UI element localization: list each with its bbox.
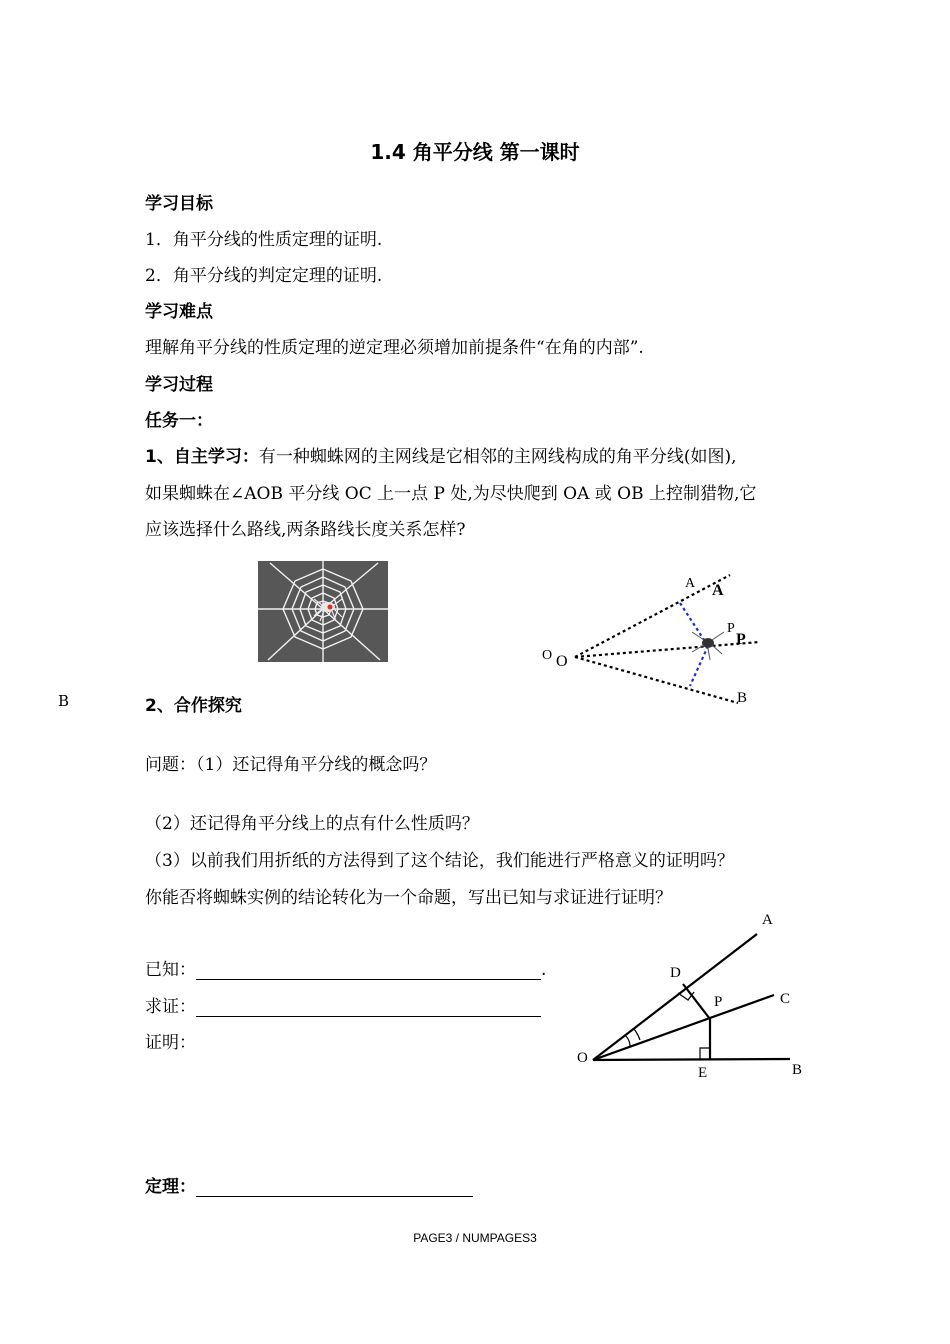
fig2-label-a: A bbox=[762, 912, 773, 928]
label-a-bold: A bbox=[712, 582, 724, 599]
self-study-label: 1、自主学习： bbox=[145, 447, 259, 467]
theorem-blank[interactable] bbox=[196, 1178, 473, 1197]
page-footer: PAGE3 / NUMPAGES3 bbox=[413, 1231, 537, 1245]
fig2-label-d: D bbox=[670, 965, 681, 981]
goal-item-2: 2．角平分线的判定定理的证明. bbox=[145, 266, 383, 286]
prove-label: 求证： bbox=[145, 997, 196, 1017]
fig2-label-o: O bbox=[577, 1050, 588, 1066]
fig2-label-p: P bbox=[714, 994, 723, 1010]
question-3: （3）以前我们用折纸的方法得到了这个结论，我们能进行严格意义的证明吗？ bbox=[145, 851, 734, 871]
given-blank[interactable] bbox=[196, 961, 541, 980]
self-study-line-2: 如果蜘蛛在∠AOB 平分线 OC 上一点 P 处,为尽快爬到 OA 或 OB 上控制猎物,它 bbox=[145, 484, 757, 504]
given-row bbox=[145, 955, 546, 980]
goal-item-1: 1．角平分线的性质定理的证明. bbox=[145, 230, 383, 250]
coop-heading: 2、合作探究 bbox=[145, 696, 242, 716]
label-a-small: A bbox=[685, 576, 696, 591]
label-b: B bbox=[737, 690, 748, 706]
label-o-big: O bbox=[556, 653, 568, 670]
task-heading: 任务一： bbox=[145, 411, 213, 431]
stray-label-b: B bbox=[58, 692, 70, 710]
self-study-line-3: 应该选择什么路线,两条路线长度关系怎样? bbox=[145, 520, 466, 540]
question-1: 问题：（1）还记得角平分线的概念吗？ bbox=[145, 755, 437, 775]
fig2-label-b: B bbox=[792, 1062, 803, 1078]
fig2-label-c: C bbox=[780, 991, 791, 1007]
process-heading: 学习过程 bbox=[145, 375, 213, 395]
proof-label: 证明： bbox=[145, 1033, 196, 1053]
given-label: 已知： bbox=[145, 960, 196, 980]
prove-row bbox=[145, 992, 541, 1017]
question-2: （2）还记得角平分线上的点有什么性质吗？ bbox=[145, 814, 479, 834]
question-4: 你能否将蜘蛛实例的结论转化为一个命题，写出已知与求证进行证明？ bbox=[145, 888, 672, 908]
self-study-text-1: 有一种蜘蛛网的主网线是它相邻的主网线构成的角平分线(如图), bbox=[258, 447, 737, 467]
fig2-label-e: E bbox=[698, 1065, 708, 1081]
self-study-line-1 bbox=[145, 442, 737, 467]
label-o-small: O bbox=[542, 648, 553, 663]
label-p-small: P bbox=[727, 621, 735, 636]
spider-web-image bbox=[258, 561, 388, 662]
difficulty-text: 理解角平分线的性质定理的逆定理必须增加前提条件“在角的内部”. bbox=[145, 338, 644, 358]
goals-heading: 学习目标 bbox=[145, 194, 213, 214]
difficulty-heading: 学习难点 bbox=[145, 302, 213, 322]
prove-blank[interactable] bbox=[196, 998, 541, 1017]
given-end: . bbox=[541, 960, 547, 980]
page-title: 1.4 角平分线 第一课时 bbox=[370, 140, 580, 164]
bisector-figure bbox=[570, 905, 810, 1085]
spider-angle-figure bbox=[530, 565, 780, 710]
label-p-bold: P bbox=[736, 631, 746, 648]
theorem-label: 定理： bbox=[145, 1177, 196, 1197]
theorem-row bbox=[145, 1172, 473, 1197]
